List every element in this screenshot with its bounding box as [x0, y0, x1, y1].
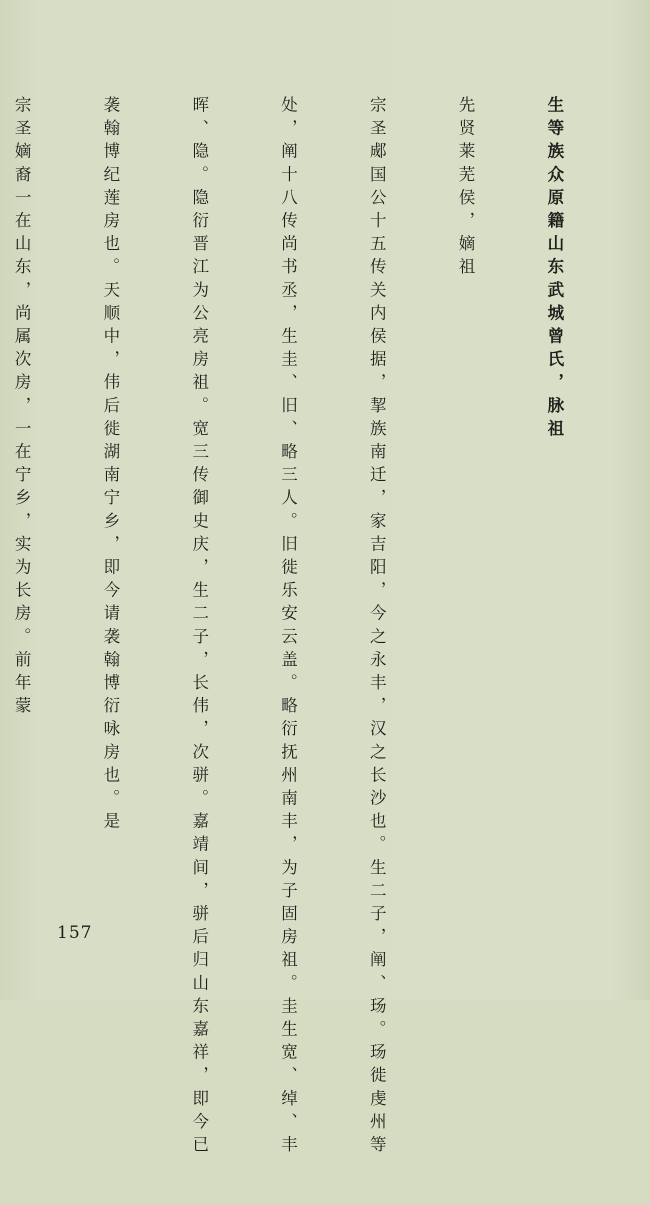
text-column: 宗圣嫡裔一在山东，尚属次房，一在宁乡，实为长房。前年蒙	[12, 96, 32, 720]
text-column: 处，阐十八传尚书丞，生圭、旧、略三人。旧徙乐安云盖。略衍抚州南丰，为子固房祖。圭生宽、绰、丰	[278, 96, 298, 1159]
text-column: 先贤莱芜侯，嫡祖	[456, 96, 476, 281]
text-column: 晖、隐。隐衍晋江为公亮房祖。宽三传御史庆，生二子，长伟，次骈。嘉靖间，骈后归山东嘉祥，即今已	[189, 96, 209, 1159]
text-column: 生等族众原籍山东武城曾氏，脉祖	[544, 96, 564, 443]
page-number: 157	[57, 923, 93, 943]
text-column: 袭翰博纪莲房也。天顺中，伟后徙湖南宁乡，即今请袭翰博衍咏房也。是	[100, 96, 120, 836]
vertical-text-body	[8, 96, 628, 1159]
text-column: 宗圣郕国公十五传关内侯据，挈族南迁，家吉阳，今之永丰，汉之长沙也。生二子，阐、玚。玚徙虔州等	[367, 96, 387, 1159]
